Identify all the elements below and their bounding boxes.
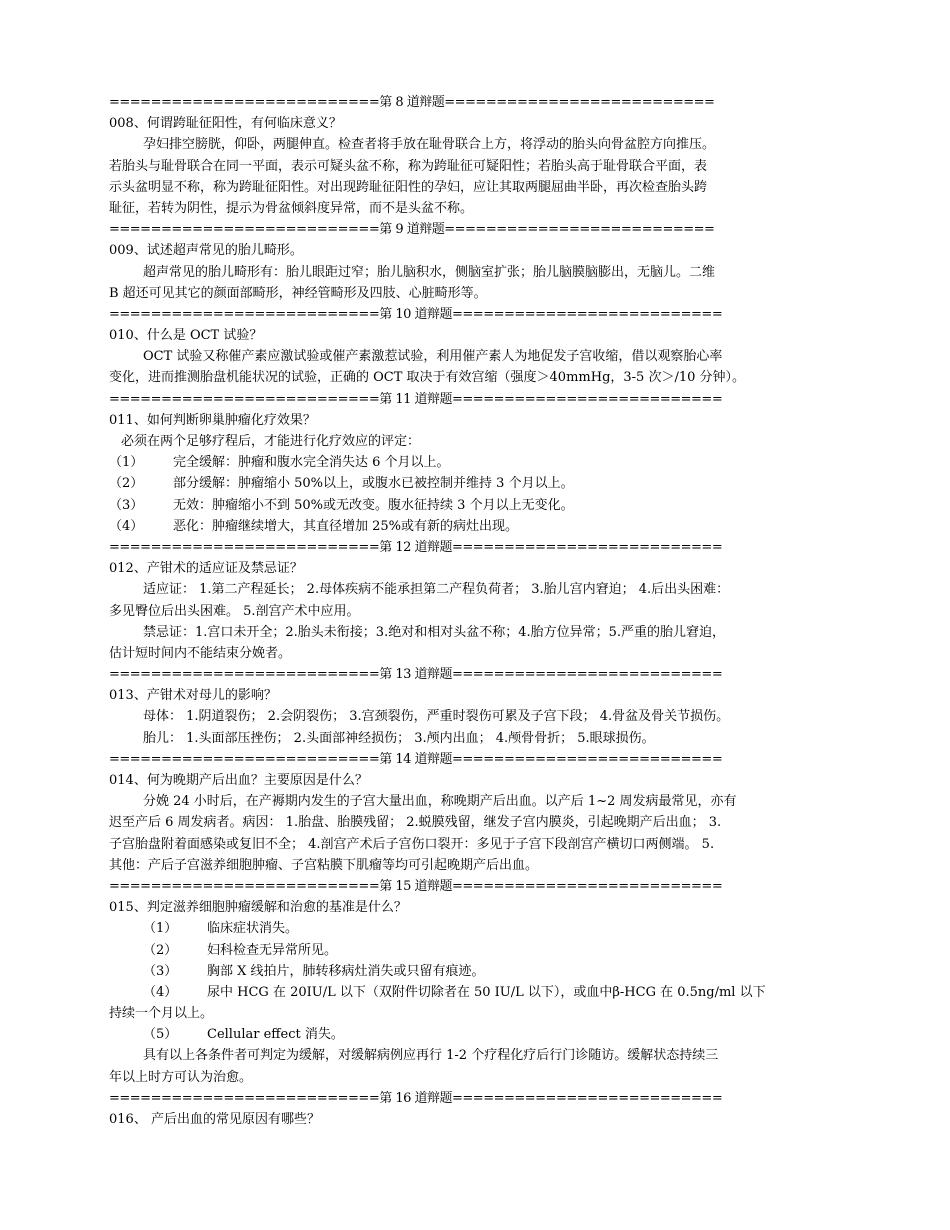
list-item-text: Cellular effect 消失。 <box>207 1027 344 1043</box>
list-item-number: （2） <box>109 476 144 492</box>
answer-line: 示头盆明显不称，称为跨耻征阳性。对出现跨耻征阳性的孕妇，应让其取两腿屈曲半卧，再次检查胎头跨 <box>109 179 708 195</box>
list-item <box>109 495 866 516</box>
question-title: 012、产钳术的适应证及禁忌证？ <box>109 561 303 577</box>
answer-line: 必须在两个足够疗程后，才能进行化疗效应的评定： <box>121 434 421 449</box>
answer-line: 耻征，若转为阴性，提示为骨盆倾斜度异常，而不是头盆不称。 <box>109 200 474 216</box>
list-item-number: （1） <box>143 921 178 937</box>
answer-line: B 超还可见其它的颜面部畸形，神经管畸形及四肢、心脏畸形等。 <box>109 285 487 301</box>
list-item <box>109 516 866 537</box>
answer-line: 年以上时方可认为治愈。 <box>109 1069 253 1085</box>
list-item <box>109 1024 866 1045</box>
question-separator: ==========================第 14 道辩题========================== <box>109 751 723 767</box>
list-item-number: （3） <box>143 963 178 979</box>
question-separator: ==========================第 13 道辩题========================== <box>109 667 723 683</box>
list-item-number: （5） <box>143 1027 178 1043</box>
question-separator: ==========================第 15 道辩题========================== <box>109 878 723 894</box>
list-item-text: 临床症状消失。 <box>207 921 299 937</box>
question-separator: ==========================第 16 道辩题========================== <box>109 1090 723 1106</box>
answer-line: 母体： 1.阴道裂伤； 2.会阴裂伤； 3.宫颈裂伤，严重时裂伤可累及子宫下段； 4.骨盆及骨关节损伤。 <box>143 709 730 725</box>
answer-line: 若胎头与耻骨联合在同一平面，表示可疑头盆不称，称为跨耻征可疑阳性；若胎头高于耻骨联合平面，表 <box>109 158 708 174</box>
list-item-text: 妇科检查无异常所见。 <box>207 942 338 958</box>
question-title: 014、何为晚期产后出血？主要原因是什么？ <box>109 773 368 788</box>
answer-line: 估计短时间内不能结束分娩者。 <box>109 645 292 661</box>
question-separator: ==========================第 10 道辩题========================== <box>109 306 723 322</box>
list-item <box>109 940 866 961</box>
list-item-number: （3） <box>109 497 144 513</box>
list-item-text: 恶化：肿瘤继续增大，其直径增加 25%或有新的病灶出现。 <box>173 518 519 534</box>
answer-line: 子宫胎盘附着面感染或复旧不全； 4.剖宫产术后子宫伤口裂开：多见于子宫下段剖宫产横切口两侧端。 5. <box>109 836 715 852</box>
answer-line: 其他：产后子宫滋养细胞肿瘤、子宫粘膜下肌瘤等均可引起晚期产后出血。 <box>109 857 539 873</box>
list-item-text: 部分缓解：肿瘤缩小 50%以上，或腹水已被控制并维持 3 个月以上。 <box>173 476 574 492</box>
answer-line: 分娩 24 小时后，在产褥期内发生的子宫大量出血，称晚期产后出血。以产后 1~2 周发病最常见，亦有 <box>143 794 737 810</box>
answer-line: 具有以上各条件者可判定为缓解，对缓解病例应再行 1-2 个疗程化疗后行门诊随访。缓解状态持续三 <box>143 1048 719 1064</box>
answer-line: 迟至产后 6 周发病者。病因： 1.胎盘、胎膜残留； 2.蜕膜残留，继发子宫内膜炎，引起晚期产后出血； 3. <box>109 815 722 831</box>
answer-line: 适应证： 1.第二产程延长； 2.母体疾病不能承担第二产程负荷者； 3.胎儿宫内窘迫； 4.后出头困难： <box>143 582 730 598</box>
list-item-text: 无效：肿瘤缩小不到 50%或无改变。腹水征持续 3 个月以上无变化。 <box>173 497 574 513</box>
list-item-text: 胸部 X 线拍片，肺转移病灶消失或只留有痕迹。 <box>207 963 485 979</box>
list-item <box>109 473 866 494</box>
answer-line: 超声常见的胎儿畸形有：胎儿眼距过窄；胎儿脑积水，侧脑室扩张；胎儿脑膜脑膨出，无脑儿。二维 <box>143 264 716 280</box>
list-item <box>109 961 866 982</box>
list-item-number: （4） <box>109 518 144 534</box>
question-title: 015、判定滋养细胞肿瘤缓解和治愈的基准是什么？ <box>109 900 407 916</box>
answer-line: OCT 试验又称催产素应激试验或催产素激惹试验，利用催产素人为地促发子宫收缩，借以观察胎心率 <box>143 349 723 365</box>
answer-line: 胎儿： 1.头面部压挫伤； 2.头面部神经损伤； 3.颅内出血； 4.颅骨骨折； 5.眼球损伤。 <box>143 730 655 746</box>
list-item-number: （2） <box>143 942 178 958</box>
question-title: 013、产钳术对母儿的影响？ <box>109 688 277 704</box>
document-page <box>109 92 866 1130</box>
question-title: 009、试述超声常见的胎儿畸形。 <box>109 243 303 259</box>
question-title: 016、 产后出血的常见原因有哪些？ <box>109 1112 320 1127</box>
list-item-number: （4） <box>143 984 178 1000</box>
question-separator: ==========================第 9 道辩题========================== <box>109 222 715 238</box>
list-item <box>109 918 866 939</box>
question-title: 011、如何判断卵巢肿瘤化疗效果？ <box>109 412 316 428</box>
list-item-number: （1） <box>109 455 144 471</box>
answer-line: 变化，进而推测胎盘机能状况的试验，正确的 OCT 取决于有效宫缩（强度＞40mmHg，3-5 次＞/10 分钟）。 <box>109 370 746 386</box>
answer-line: 多见臀位后出头困难。 5.剖宫产术中应用。 <box>109 603 360 619</box>
answer-line: 禁忌证：1.宫口未开全；2.胎头未衔接；3.绝对和相对头盆不称；4.胎方位异常；5.严重的胎儿窘迫， <box>143 624 726 640</box>
list-item-text: 尿中 HCG 在 20IU/L 以下（双附件切除者在 50 IU/L 以下），或血中β-HCG 在 0.5ng/ml 以下 <box>207 984 766 1000</box>
list-item <box>109 452 866 473</box>
question-title: 008、何谓跨耻征阳性，有何临床意义？ <box>109 116 342 132</box>
list-item-text: 完全缓解：肿瘤和腹水完全消失达 6 个月以上。 <box>173 455 450 471</box>
question-separator: ==========================第 11 道辩题========================== <box>109 391 723 407</box>
answer-line: 持续一个月以上。 <box>109 1006 214 1022</box>
question-separator: ==========================第 8 道辩题========================== <box>109 95 715 110</box>
question-title: 010、什么是 OCT 试验？ <box>109 328 263 344</box>
question-separator: ==========================第 12 道辩题========================== <box>109 539 723 555</box>
list-item <box>109 982 866 1003</box>
answer-line: 孕妇排空膀胱，仰卧，两腿伸直。检查者将手放在耻骨联合上方，将浮动的胎头向骨盆腔方向推压。 <box>143 137 716 153</box>
